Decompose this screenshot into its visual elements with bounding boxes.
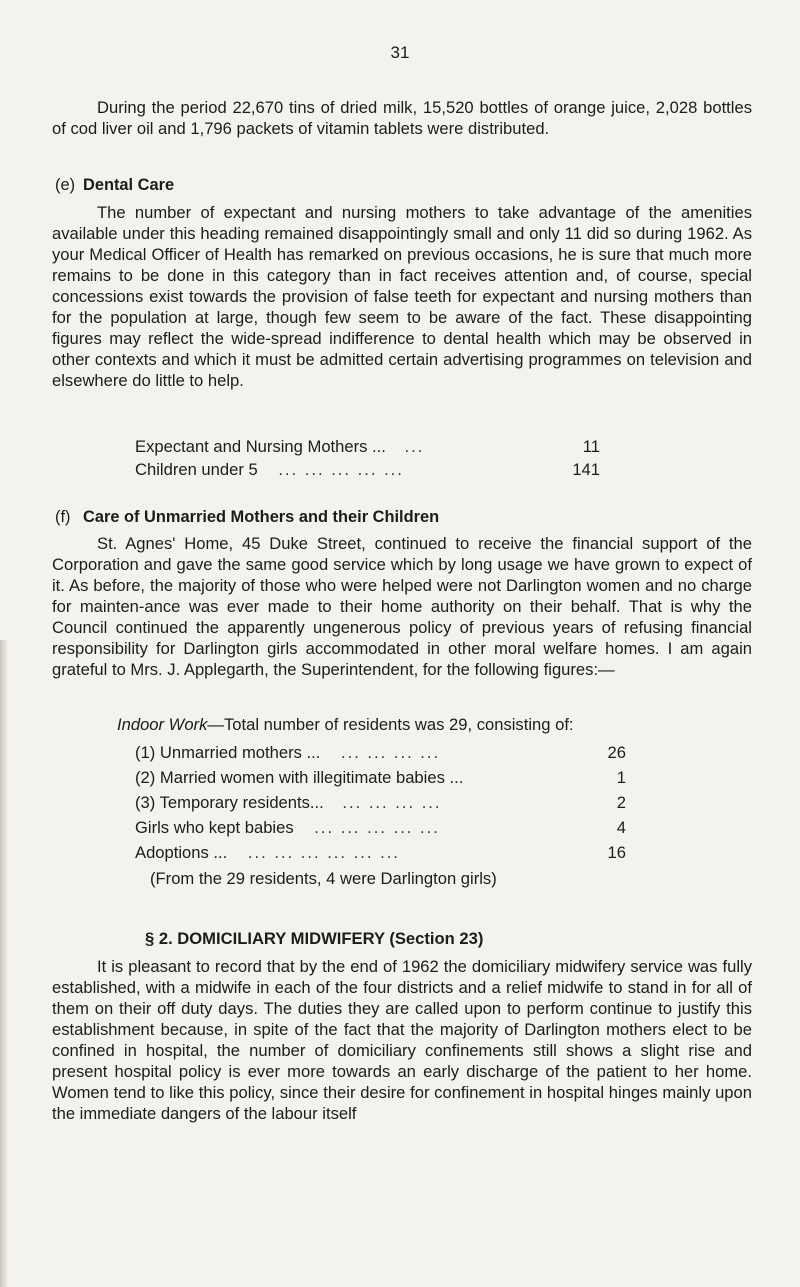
section-2-body: It is pleasant to record that by the end of 1962 the domiciliary midwifery service was fully established, with a midwife in each of the four districts and a relief midwife to stand in for all of them on their off duty days. The duties they are called upon to perform continue to justify this establishment because, in spite of the fact that the majority of Darlington mothers elect to be confined in hospital, the number of domiciliary confinements still shows a slight rise and present hospital policy is ever more towards an early discharge of the patient to her home. Women tend to like this policy, since their desire for confinement in hospital hinges mainly upon the immediate dangers of the labour itself [52, 957, 752, 1123]
row-dots: ... ... ... ... [340, 743, 441, 762]
residents-row-5 [135, 843, 400, 863]
unmarried-paragraph [52, 533, 752, 680]
section-2-paragraph [52, 956, 752, 1124]
row-label: (3) Temporary residents... [135, 793, 324, 812]
indoor-work-line [117, 715, 574, 735]
indoor-work-text: —Total number of residents was 29, consisting of: [207, 715, 574, 734]
residents-row-4 [135, 818, 440, 838]
dental-heading [55, 176, 174, 195]
row-label: Adoptions ... [135, 843, 228, 862]
unmarried-body: St. Agnes' Home, 45 Duke Street, continued to receive the financial support of the Corporation and gave the same good service which by long usage we have grown to expect of it. As before, the majority of those who were helped were not Darlington women and no charge for mainten-ance was ever made to their home authority on their behalf. That is why the Council continued the apparently ungenerous policy of previous years of refusing financial responsibility for Darlington girls accommodated in other moral welfare homes. I am again grateful to Mrs. J. Applegarth, the Superintendent, for the following figures:— [52, 534, 752, 679]
section-2-heading: § 2. DOMICILIARY MIDWIFERY (Section 23) [145, 929, 484, 948]
dental-row-2 [135, 460, 404, 480]
unmarried-title: Care of Unmarried Mothers and their Children [83, 508, 440, 526]
row-value: 2 [616, 793, 626, 812]
dental-row-1 [135, 437, 424, 457]
dental-body: The number of expectant and nursing mothers to take advantage of the amenities available under this heading remained disappointingly small and only 11 did so during 1962. As your Medical Officer of Health has remarked on previous occasions, he is sure that much more remains to be done in this category than in fact receives attention and, of course, special concessions exist towards the provision of false teeth for expectant and nursing mothers than for the population at large, though few seem to be aware of the fact. These disappointing figures may reflect the wide-spread indifference to dental health which may be observed in other contexts and which it must be admitted certain advertising programmes on television and elsewhere do little to help. [52, 203, 752, 390]
intro-text: During the period 22,670 tins of dried milk, 15,520 bottles of orange juice, 2,028 bottles of cod liver oil and 1,796 packets of vitamin tablets were distributed. [52, 98, 752, 138]
row-dots: ... ... ... ... ... ... [247, 843, 400, 862]
row-value: 26 [607, 743, 626, 762]
indoor-work-label: Indoor Work [117, 715, 208, 734]
row-dots: ... ... ... ... ... [314, 818, 440, 837]
row-dots: ... ... ... ... [342, 793, 442, 812]
residents-row-3 [135, 793, 442, 813]
dental-title: Dental Care [83, 176, 175, 194]
residents-row-1 [135, 743, 440, 763]
row-value: 16 [607, 843, 626, 862]
unmarried-label: (f) [55, 508, 71, 526]
row-label: (1) Unmarried mothers ... [135, 743, 321, 762]
row-label: Children under 5 [135, 460, 258, 479]
row-value: 141 [572, 460, 600, 479]
row-label: Expectant and Nursing Mothers ... [135, 437, 386, 456]
intro-paragraph [52, 97, 752, 139]
dental-paragraph [52, 202, 752, 391]
row-value: 1 [616, 768, 626, 787]
row-value: 4 [616, 818, 626, 837]
residents-note: (From the 29 residents, 4 were Darlington girls) [150, 869, 497, 888]
row-label: (2) Married women with illegitimate babies ... [135, 768, 464, 787]
row-label: Girls who kept babies [135, 818, 294, 837]
row-dots: ... ... ... ... ... [278, 460, 404, 479]
row-dots: ... [404, 437, 425, 456]
scan-edge-shadow [0, 640, 8, 1287]
residents-row-2 [135, 768, 463, 788]
dental-label: (e) [55, 176, 76, 194]
row-value: 11 [582, 437, 600, 456]
unmarried-heading [55, 508, 439, 527]
page-number: 31 [390, 43, 410, 62]
